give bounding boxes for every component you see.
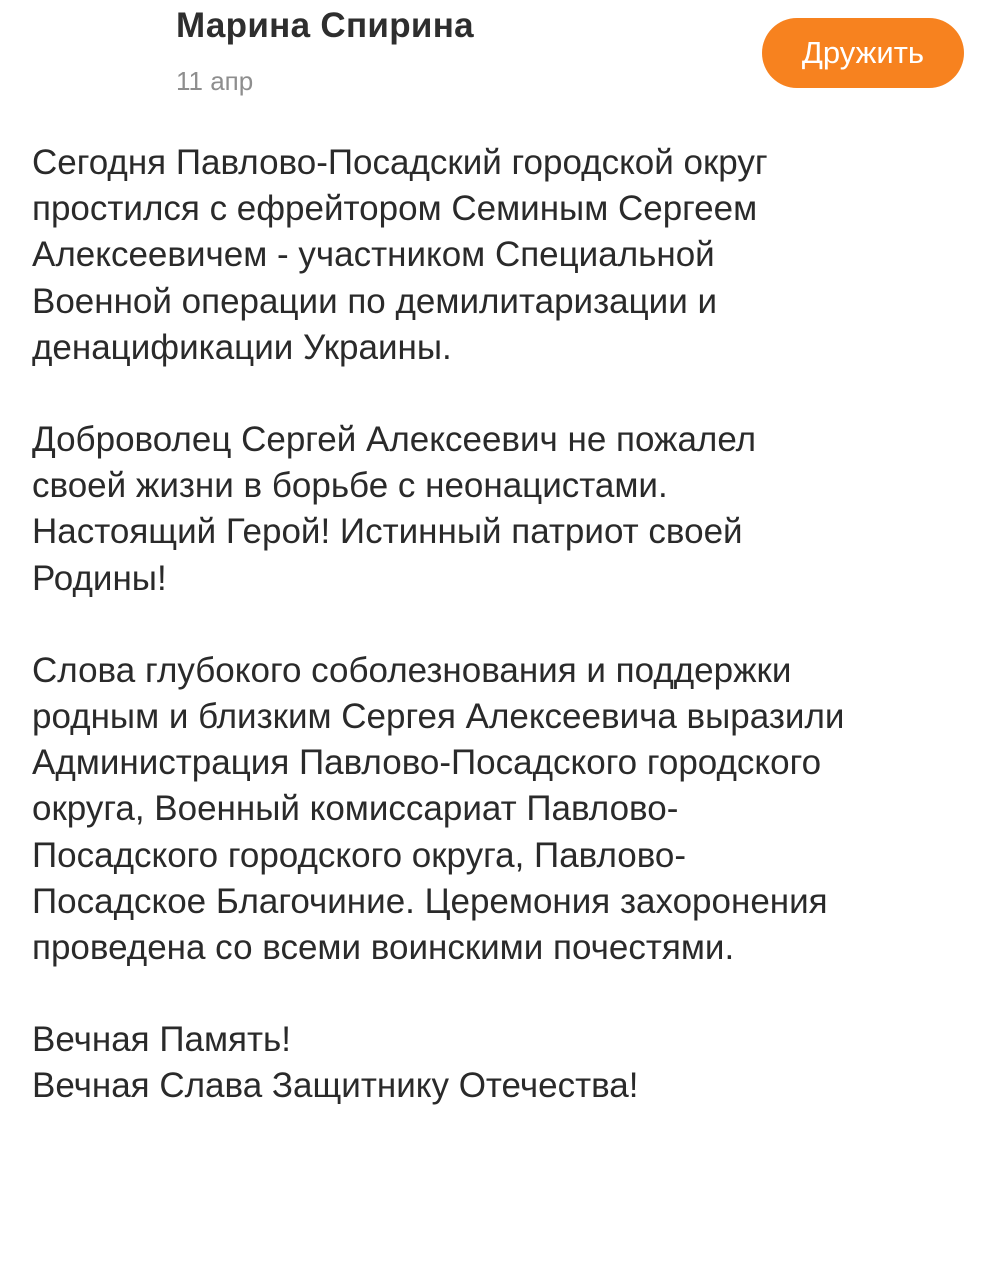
text-line: проведена со всеми воинскими почестями. bbox=[32, 928, 735, 968]
text-line: Родины! bbox=[32, 558, 167, 598]
post-header bbox=[0, 0, 995, 110]
post-body bbox=[32, 140, 972, 1156]
text-line: родным и близким Сергея Алексеевича выразили bbox=[32, 697, 845, 737]
text-line: простился с ефрейтором Семиным Сергеем bbox=[32, 189, 758, 229]
text-line: Настоящий Герой! Истинный патриот своей bbox=[32, 512, 743, 552]
post-paragraph bbox=[32, 140, 972, 371]
text-line: Посадского городского округа, Павлово- bbox=[32, 835, 687, 875]
post-paragraph bbox=[32, 1017, 972, 1109]
text-line: округа, Военный комиссариат Павлово- bbox=[32, 789, 679, 829]
text-line: Алексеевичем - участником Специальной bbox=[32, 235, 715, 275]
post-paragraph bbox=[32, 417, 972, 602]
text-line: Военной операции по демилитаризации и bbox=[32, 281, 718, 321]
text-line: Сегодня Павлово-Посадский городской округ bbox=[32, 143, 768, 182]
post-paragraph bbox=[32, 648, 972, 971]
text-line: Посадское Благочиние. Церемония захоронения bbox=[32, 881, 828, 921]
text-line: денацификации Украины. bbox=[32, 327, 452, 367]
post-date: 11 апр bbox=[176, 66, 254, 96]
text-line: Вечная Слава Защитнику Отечества! bbox=[32, 1066, 639, 1106]
text-line: Вечная Память! bbox=[32, 1020, 291, 1060]
text-line: Администрация Павлово-Посадского городского bbox=[32, 743, 822, 783]
text-line: Слова глубокого соболезнования и поддержки bbox=[32, 650, 792, 690]
text-line: Доброволец Сергей Алексеевич не пожалел bbox=[32, 420, 757, 460]
add-friend-button[interactable]: Дружить bbox=[762, 18, 964, 88]
text-line: своей жизни в борьбе с неонацистами. bbox=[32, 466, 668, 506]
author-name[interactable]: Марина Спирина bbox=[176, 6, 474, 45]
